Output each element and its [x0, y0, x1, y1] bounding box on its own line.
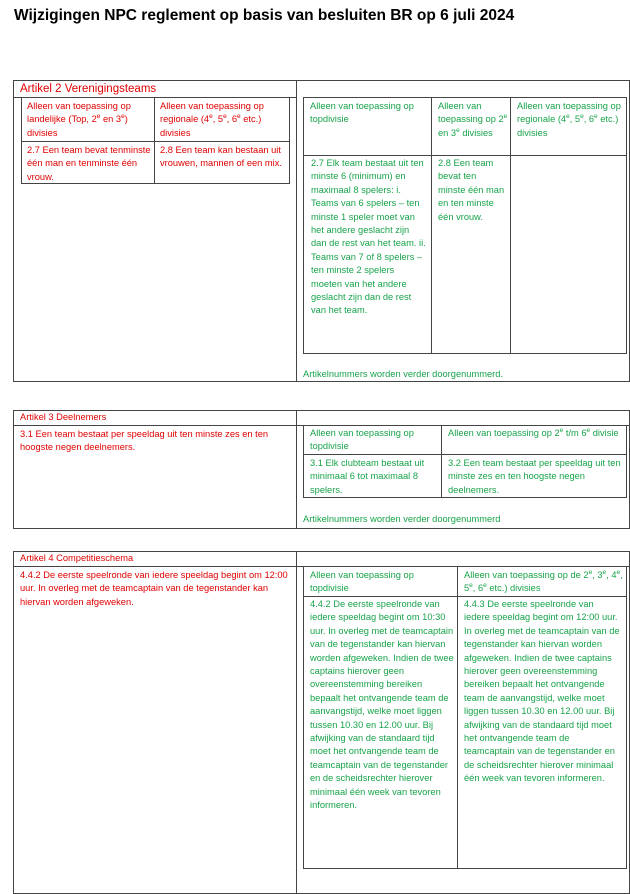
art3-right-col1-body: 3.1 Elk clubteam bestaat uit minimaal 6 tot maximaal 8 spelers.	[310, 458, 425, 495]
art3-right-col1-head: Alleen van toepassing op topdivisie	[310, 428, 414, 452]
art2-right-col2-body: 2.8 Een team bevat ten minste één man en ten minste één vrouw.	[438, 158, 505, 222]
art3-note: Artikelnummers worden verder doorgenummerd	[303, 514, 501, 524]
art4-right-col2-body: 4.4.3 De eerste speelronde van iedere speeldag begint om 12:00 uur. In overleg met de teamcaptain van de tegenstander kan hiervan worden afgeweken. Indien de twee captains hierover geen overeenstemming bereiken bepaalt het ontvangende team de aanvangstijd, welke moet liggen tussen 10.30 en 12.00 uur. Bij afwijking van de standaard tijd moet het ontvangende team de teamcaptain van de tegenstander en de scheidsrechter hierover minimaal één week van tevoren informeren.	[464, 599, 620, 784]
art2-left-col1-body: 2.7 Een team bevat tenminste één man en tenminste één vrouw.	[27, 145, 151, 182]
art2-left-col1-head: Alleen van toepassing op landelijke (Top, 2e en 3e) divisies	[27, 101, 131, 138]
art2-right-col3-head: Alleen van toepassing op regionale (4e, 5e, 6e etc.) divisies	[517, 101, 621, 138]
art2-note: Artikelnummers worden verder doorgenummerd.	[303, 369, 503, 379]
art2-header: Artikel 2 Verenigingsteams	[20, 83, 157, 95]
art4-header: Artikel 4 Competitieschema	[20, 553, 134, 563]
art3-left-body: 3.1 Een team bestaat per speeldag uit ten minste zes en ten hoogste negen deelnemers.	[20, 429, 269, 453]
art3-right-col2-body: 3.2 Een team bestaat per speeldag uit ten minste zes en ten hoogste negen deelnemers.	[448, 458, 621, 495]
art4-right-col1-body: 4.4.2 De eerste speelronde van iedere speeldag begint om 10:30 uur. In overleg met de teamcaptain van de tegenstander kan hiervan worden afgeweken. Indien de twee captains hierover geen overeenstemming bereiken bepaalt het ontvangende team de aanvangstijd, welke moet liggen tussen 10.30 en 12.00 uur. Bij afwijking van de standaard tijd moet het ontvangende team de teamcaptain van de tegenstander en de scheidsrechter hierover minimaal één week van tevoren informeren.	[310, 599, 454, 811]
art3-right-col2-head: Alleen van toepassing op 2e t/m 6e divisie	[448, 426, 619, 438]
art2-right-col2-head: Alleen van toepassing op 2e en 3e divisies	[438, 101, 508, 138]
page-title: Wijzigingen NPC reglement op basis van besluiten BR op 6 juli 2024	[14, 7, 515, 24]
art4-left-body: 4.4.2 De eerste speelronde van iedere speeldag begint om 12:00 uur. In overleg met de teamcaptain van de tegenstander kan hiervan worden afgeweken.	[20, 570, 288, 607]
art2-right-col1-body: 2.7 Elk team bestaat uit ten minste 6 (minimum) en maximaal 8 spelers: i. Teams van 6 spelers – ten minste 1 speler moet van het andere geslacht zijn dan de rest van het team. ii. Teams van 7 of 8 spelers – ten minste 2 spelers moeten van het andere geslacht zijn dan de rest van het team.	[311, 158, 426, 316]
art3-header: Artikel 3 Deelnemers	[20, 412, 107, 422]
art2-left-col2-body: 2.8 Een team kan bestaan uit vrouwen, mannen of een mix.	[160, 145, 282, 169]
art2-right-col1-head: Alleen van toepassing op topdivisie	[310, 101, 414, 125]
art2-left-col2-head: Alleen van toepassing op regionale (4e, 5e, 6e etc.) divisies	[160, 101, 264, 138]
art4-right-col1-head: Alleen van toepassing op topdivisie	[310, 570, 414, 594]
art4-right-col2-head: Alleen van toepassing op de 2e, 3e, 4e, 5e, 6e etc.) divisies	[464, 568, 623, 594]
